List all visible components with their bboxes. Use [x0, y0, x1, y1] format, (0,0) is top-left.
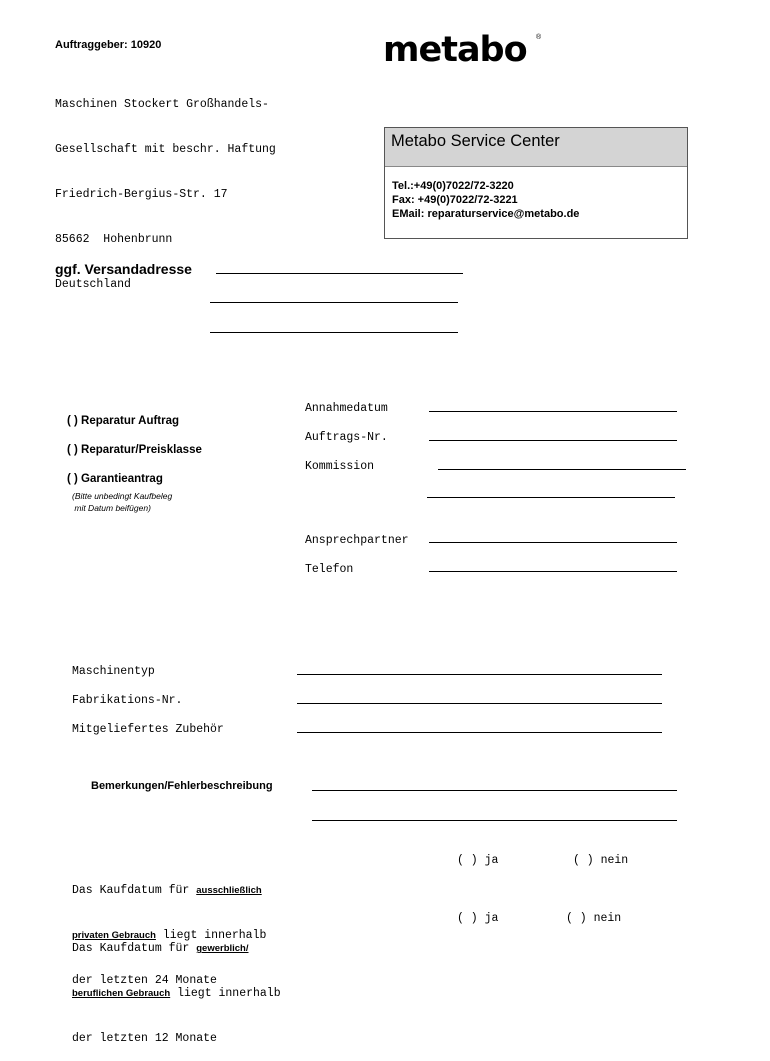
purchase-business-line-3: der letzten 12 Monate — [72, 1032, 217, 1045]
purchase-private-suffix: liegt innerhalb — [155, 929, 267, 942]
shipping-address-line-3[interactable] — [210, 332, 458, 333]
purchase-business-suffix: liegt innerhalb — [170, 987, 281, 1000]
shipping-address-line-2[interactable] — [210, 302, 458, 303]
order-number-field[interactable] — [429, 440, 677, 441]
address-line: Deutschland — [55, 278, 131, 291]
service-center-contacts — [392, 179, 579, 221]
option-repair-order[interactable]: ( ) Reparatur Auftrag — [67, 415, 180, 427]
purchase-business-no[interactable]: ( ) nein — [566, 912, 622, 925]
remarks-field-1[interactable] — [312, 790, 677, 791]
remarks-label: Bemerkungen/Fehlerbeschreibung — [91, 780, 273, 792]
machine-type-label: Maschinentyp — [72, 665, 155, 678]
shipping-address-label: ggf. Versandadresse — [55, 261, 192, 277]
purchase-business-line-2 — [72, 986, 281, 1001]
receipt-date-field[interactable] — [429, 411, 677, 412]
purchase-business-line-1 — [72, 941, 281, 956]
purchase-private-line-3: der letzten 24 Monate — [72, 974, 217, 987]
serial-number-field[interactable] — [297, 703, 662, 704]
purchase-business-yes[interactable]: ( ) ja — [457, 912, 499, 925]
service-tel: Tel.:+49(0)7022/72-3220 — [392, 180, 514, 192]
option-repair-price-class[interactable]: ( ) Reparatur/Preisklasse — [67, 444, 202, 456]
shipping-address-line-1[interactable] — [216, 273, 463, 274]
commission-field[interactable] — [438, 469, 686, 470]
service-email: EMail: reparaturservice@metabo.de — [392, 208, 580, 220]
address-line: Maschinen Stockert Großhandels- — [55, 98, 269, 111]
purchase-business-underlined-1: gewerblich/ — [196, 943, 249, 954]
accessories-field[interactable] — [297, 732, 662, 733]
address-line: Friedrich-Bergius-Str. 17 — [55, 188, 228, 201]
service-fax: Fax: +49(0)7022/72-3221 — [392, 194, 518, 206]
client-label: Auftraggeber: 10920 — [55, 39, 162, 51]
purchase-private-no[interactable]: ( ) nein — [573, 854, 629, 867]
contact-person-field[interactable] — [429, 542, 677, 543]
service-center-title: Metabo Service Center — [391, 132, 560, 150]
receipt-date-label: Annahmedatum — [305, 402, 388, 415]
warranty-note-line: mit Datum beifügen) — [72, 503, 151, 513]
serial-number-label: Fabrikations-Nr. — [72, 694, 183, 707]
purchase-private-prefix: Das Kaufdatum für — [72, 884, 197, 897]
contact-person-label: Ansprechpartner — [305, 534, 409, 547]
phone-label: Telefon — [305, 563, 354, 576]
purchase-business-underlined-2: beruflichen Gebrauch — [72, 988, 171, 999]
purchase-business-prefix: Das Kaufdatum für — [72, 942, 197, 955]
metabo-logo: metabo — [383, 30, 527, 70]
purchase-private-line-1 — [72, 883, 266, 898]
purchase-private-yes[interactable]: ( ) ja — [457, 854, 499, 867]
purchase-private-underlined-1: ausschließlich — [196, 885, 262, 896]
machine-type-field[interactable] — [297, 674, 662, 675]
remarks-field-2[interactable] — [312, 820, 677, 821]
accessories-label: Mitgeliefertes Zubehör — [72, 723, 224, 736]
commission-field-2[interactable] — [427, 497, 675, 498]
address-line: Gesellschaft mit beschr. Haftung — [55, 143, 276, 156]
registered-mark: ® — [536, 34, 542, 41]
purchase-business-text — [72, 911, 281, 1061]
option-warranty-claim[interactable]: ( ) Garantieantrag — [67, 473, 163, 485]
service-center-box — [384, 127, 688, 239]
commission-label: Kommission — [305, 460, 375, 473]
warranty-note — [72, 490, 172, 514]
order-number-label: Auftrags-Nr. — [305, 431, 388, 444]
purchase-private-underlined-2: privaten Gebrauch — [72, 930, 156, 941]
address-line: 85662 Hohenbrunn — [55, 233, 173, 246]
service-center-header — [385, 128, 687, 167]
phone-field[interactable] — [429, 571, 677, 572]
warranty-note-line: (Bitte unbedingt Kaufbeleg — [72, 491, 173, 501]
